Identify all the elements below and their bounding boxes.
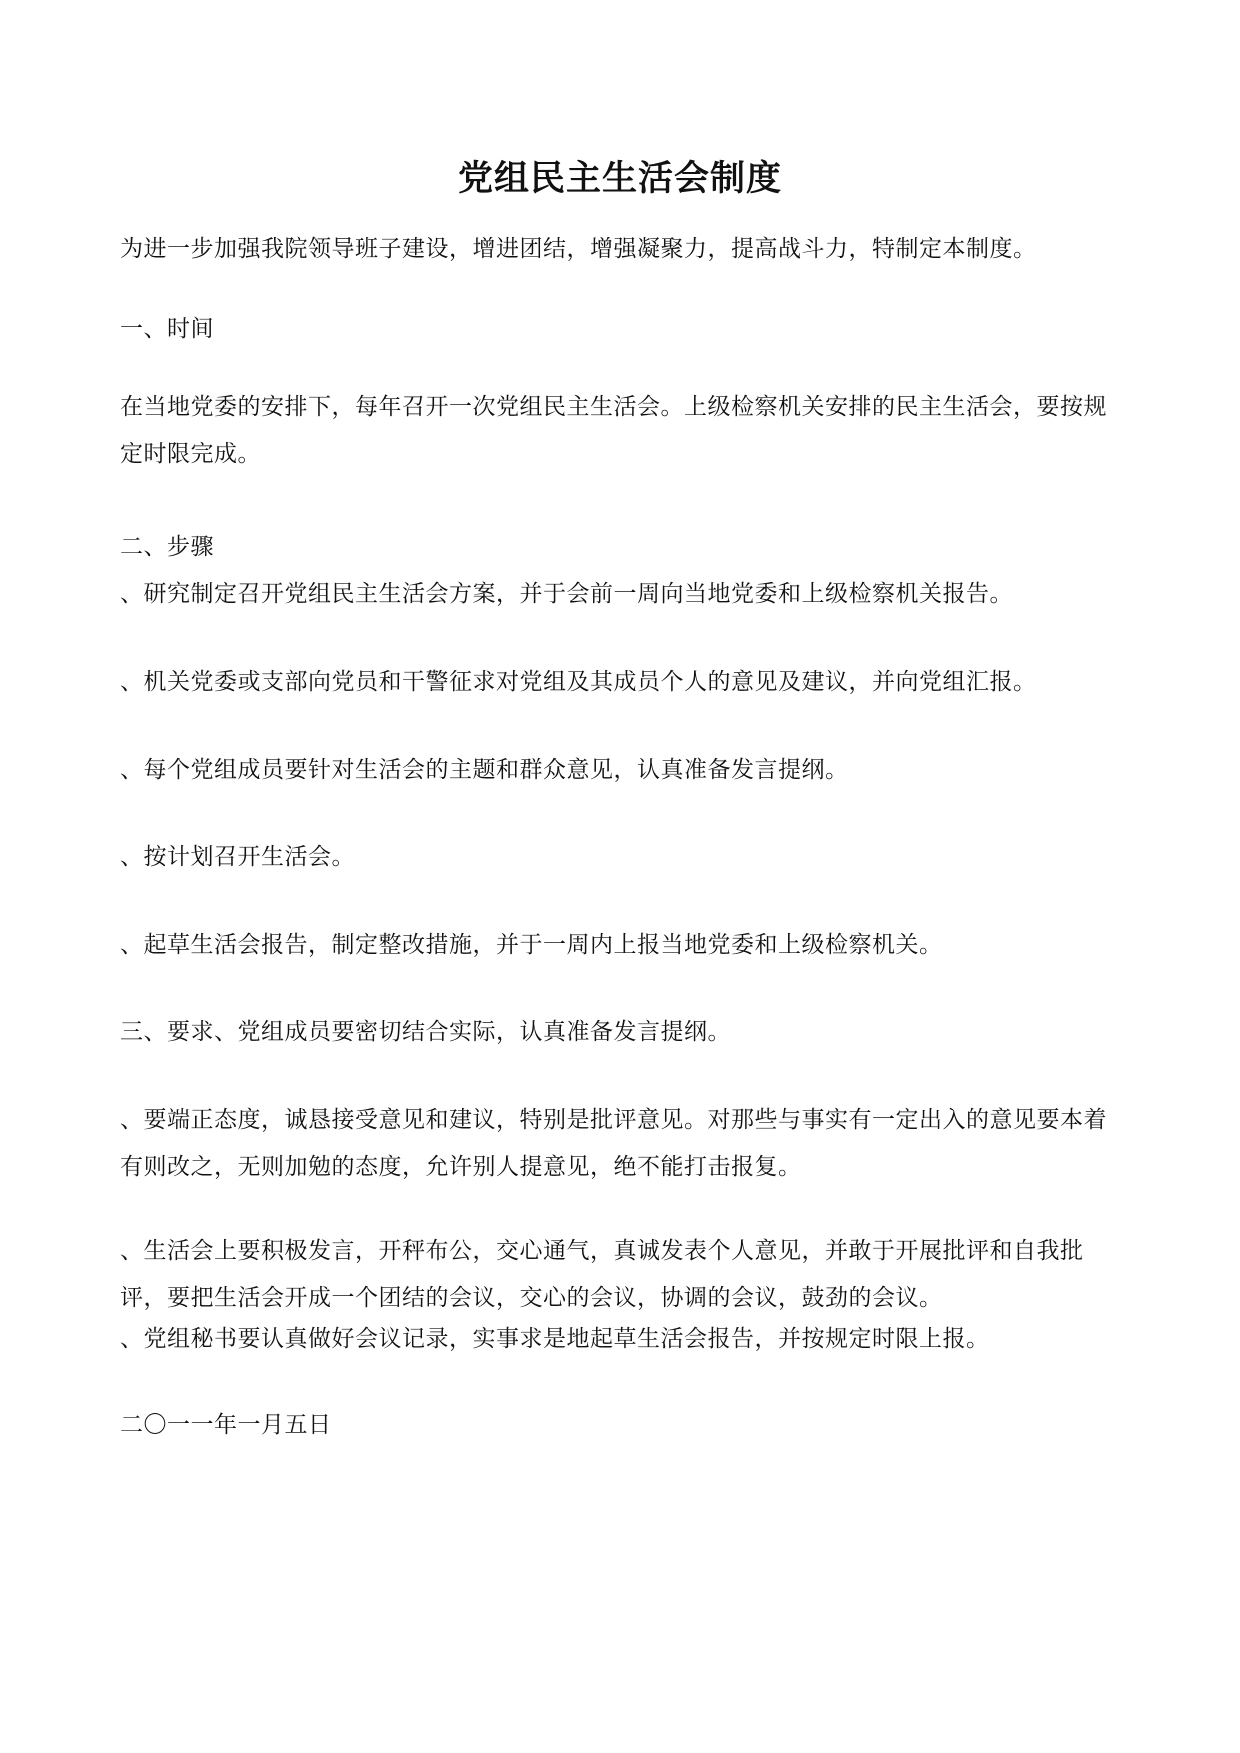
intro-paragraph: 为进一步加强我院领导班子建设，增进团结，增强凝聚力，提高战斗力，特制定本制度。	[120, 236, 1037, 262]
time-paragraph: 在当地党委的安排下，每年召开一次党组民主生活会。上级检察机关安排的民主生活会，要按规定时限完成。	[120, 394, 1107, 467]
step-item: 、按计划召开生活会。	[120, 844, 355, 870]
requirement-item: 、党组秘书要认真做好会议记录，实事求是地起草生活会报告，并按规定时限上报。	[120, 1326, 990, 1352]
requirement-item: 、要端正态度，诚恳接受意见和建议，特别是批评意见。对那些与事实有一定出入的意见要本着有则改之，无则加勉的态度，允许别人提意见，绝不能打击报复。	[120, 1107, 1107, 1180]
section-heading-requirements: 三、要求、党组成员要密切结合实际，认真准备发言提纲。	[120, 1019, 731, 1045]
section-heading-steps: 二、步骤	[120, 534, 214, 560]
section-heading-time: 一、时间	[120, 316, 214, 342]
step-item: 、每个党组成员要针对生活会的主题和群众意见，认真准备发言提纲。	[120, 757, 849, 783]
step-item: 、机关党委或支部向党员和干警征求对党组及其成员个人的意见及建议，并向党组汇报。	[120, 669, 1037, 695]
requirement-item: 、生活会上要积极发言，开秤布公，交心通气，真诚发表个人意见，并敢于开展批评和自我批评，要把生活会开成一个团结的会议，交心的会议，协调的会议，鼓劲的会议。	[120, 1238, 1084, 1311]
step-item: 、研究制定召开党组民主生活会方案，并于会前一周向当地党委和上级检察机关报告。	[120, 581, 1013, 607]
document-title: 党组民主生活会制度	[457, 158, 782, 199]
document-date: 二〇一一年一月五日	[120, 1412, 332, 1438]
step-item: 、起草生活会报告，制定整改措施，并于一周内上报当地党委和上级检察机关。	[120, 932, 943, 958]
